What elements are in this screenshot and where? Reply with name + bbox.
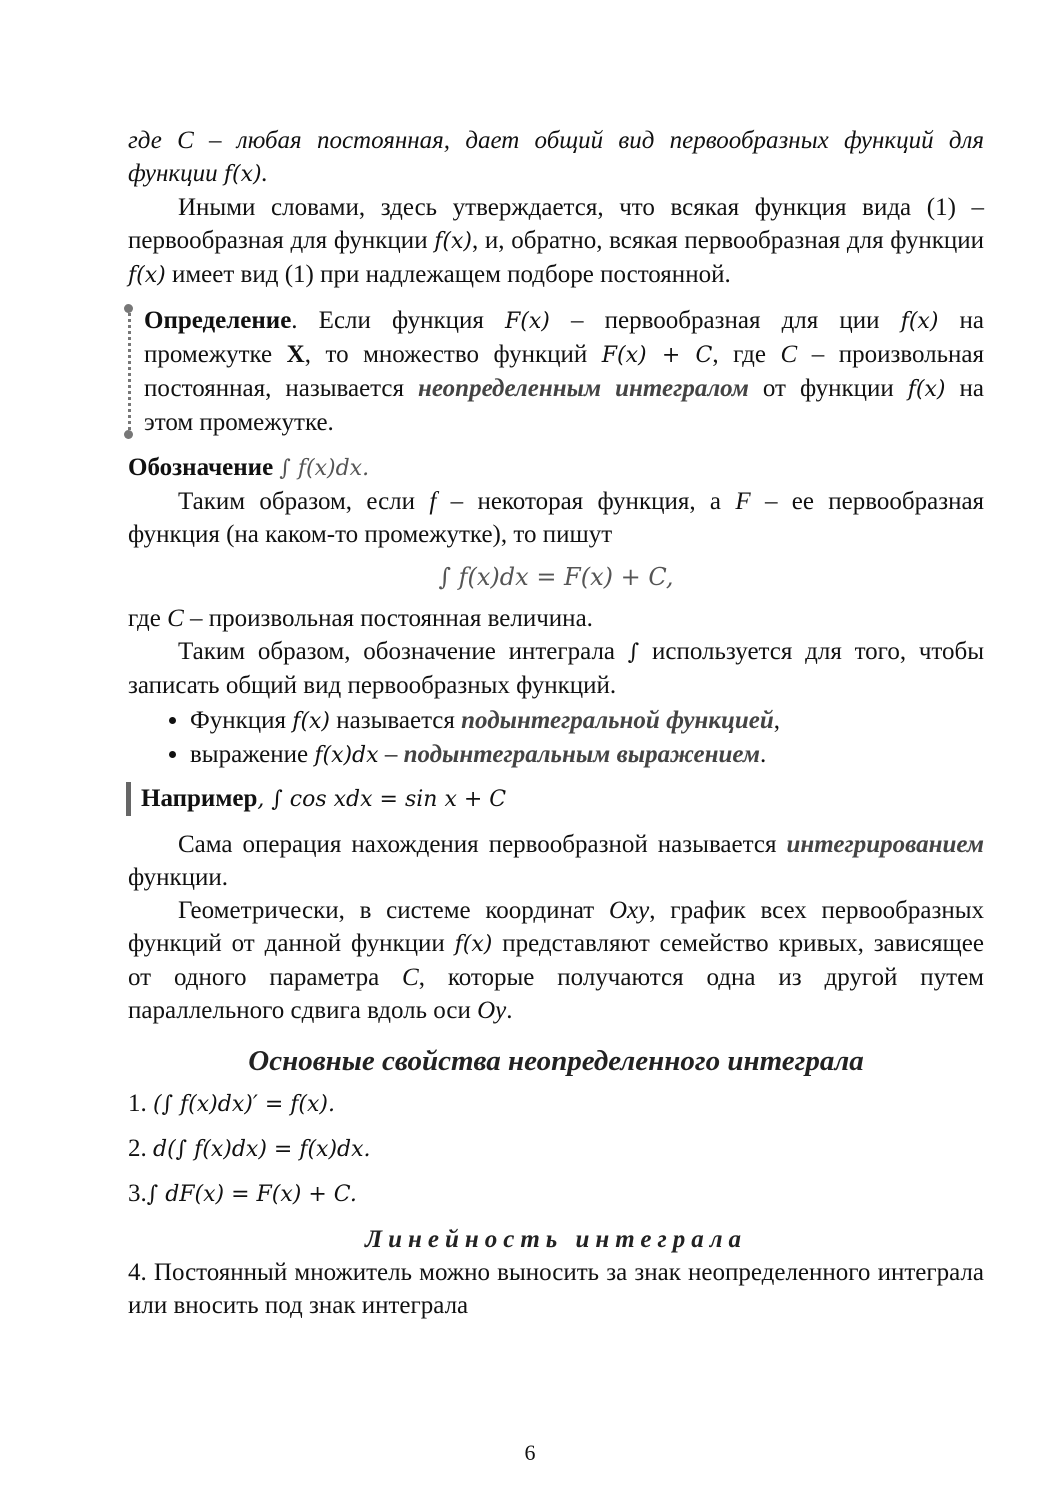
text: – любая постоянная, дает общий вид первообразных функций для функции — [128, 127, 985, 187]
list-item — [190, 704, 984, 738]
example-label: Например — [141, 785, 258, 812]
math-f-x: f(x) — [900, 309, 939, 334]
math-f-x: f(x) — [292, 709, 331, 734]
text: функции. — [128, 864, 228, 891]
text: . Если функция — [291, 307, 484, 334]
text: Таким образом, обозначение интеграла — [178, 638, 616, 665]
math-f-x: f(x) — [223, 162, 262, 187]
term-integration: интегрированием — [786, 831, 985, 858]
text: , график всех первообразных функций от данной функции — [128, 897, 985, 957]
paragraph-constant-factor: 4. Постоянный множитель можно выносить за знак неопределенного интеграла или вносить под знак интеграла — [128, 1259, 984, 1319]
text: C — [167, 605, 184, 632]
list-item — [190, 738, 984, 772]
math-F-x-plus-C: F(x) + C — [601, 343, 713, 368]
math-f-x: f(x) — [907, 377, 946, 402]
text: Функция — [190, 707, 287, 734]
text: C — [402, 964, 419, 991]
text: – произвольная постоянная величина. — [190, 605, 593, 632]
text: 3. — [128, 1180, 147, 1207]
text: C — [177, 127, 194, 154]
paragraph-integration — [128, 828, 984, 894]
property-2 — [128, 1131, 984, 1168]
text: Геометрически, в системе координат — [178, 897, 595, 924]
math-integral-notation: ∫ f(x)dx. — [279, 456, 370, 481]
display-formula — [128, 561, 984, 594]
text: 1. — [128, 1090, 147, 1117]
paragraph-where-c — [128, 602, 984, 635]
term-indefinite-integral: неопределенным интегралом — [418, 375, 749, 402]
text: . — [261, 160, 268, 187]
text: на этом промежутке. — [144, 375, 985, 436]
text: 2. — [128, 1135, 147, 1162]
paragraph-geometric — [128, 894, 984, 1027]
text: , — [773, 707, 781, 734]
notation-label: Обозначение — [128, 454, 274, 481]
text: – ее первообразная функция (на каком-то промежутке), то пишут — [128, 488, 985, 548]
paragraph-other-words — [128, 191, 984, 292]
math-f-x: f(x) — [434, 229, 472, 254]
term-integrand-expression: подынтегральным выражением — [403, 741, 761, 768]
math-property-2: d(∫ f(x)dx) = f(x)dx. — [153, 1137, 371, 1162]
definition-marker-dot — [124, 430, 133, 439]
text: f — [429, 488, 437, 515]
text: , которые получаются одна из другой путем параллельного сдвига вдоль оси — [128, 964, 984, 1024]
text: Сама операция нахождения первообразной называется — [178, 831, 777, 858]
text: имеет вид (1) при надлежащем подборе постоянной. — [171, 261, 731, 288]
subsection-heading-linearity: Линейность интеграла — [364, 1226, 748, 1253]
definition-marker-dot — [124, 304, 133, 313]
text: выражение — [190, 741, 309, 768]
math-f-x-dx: f(x)dx — [314, 743, 379, 768]
paragraph-notation-usage — [128, 635, 984, 702]
text: Oxy — [608, 897, 650, 924]
text: Таким образом, если — [178, 488, 416, 515]
page-number: 6 — [524, 1440, 536, 1465]
interval-X: X — [286, 341, 305, 368]
paragraph-general-form — [128, 124, 984, 191]
text: C — [780, 341, 798, 368]
text: на промежутке — [144, 307, 985, 368]
text: , и, обратно, всякая первообразная для функции — [471, 227, 984, 254]
text: – произвольная постоянная, называется — [144, 341, 985, 402]
math-f-x: f(x) — [128, 263, 166, 288]
definition-marker-line — [128, 308, 131, 435]
text: где — [128, 605, 161, 632]
math-property-1: (∫ f(x)dx)′ = f(x). — [153, 1092, 335, 1117]
page-body — [128, 124, 984, 1322]
term-integrand: подынтегральной функцией — [461, 707, 774, 734]
text: называется — [336, 707, 455, 734]
text: . — [760, 741, 767, 768]
text: – некоторая функция, а — [450, 488, 722, 515]
example-block — [126, 782, 984, 816]
text: используется для того, чтобы записать общий вид первообразных функций. — [128, 638, 985, 699]
text: Иными словами, здесь утверждается, что всякая функция вида (1) – первообразная для функции — [128, 194, 984, 254]
text: , где — [712, 341, 766, 368]
text: . — [506, 997, 513, 1024]
property-1 — [128, 1086, 984, 1123]
integral-sign: ∫ — [627, 640, 640, 665]
notation-line — [128, 451, 984, 485]
property-3 — [128, 1176, 984, 1213]
math-F-x: F(x) — [505, 309, 550, 334]
text: , то множество функций — [304, 341, 588, 368]
math-f-x: f(x) — [454, 932, 493, 957]
bullet-list — [128, 704, 984, 772]
text: Oy — [477, 997, 507, 1024]
text: где — [128, 127, 162, 154]
text: – первообразная для ции — [571, 307, 880, 334]
math-cos-integral: , ∫ cos xdx = sin x + C — [257, 787, 507, 812]
text: F — [735, 488, 751, 515]
section-heading-properties: Основные свойства неопределенного интеграла — [248, 1045, 864, 1077]
definition-label: Определение — [144, 307, 292, 334]
text: – — [384, 741, 398, 768]
math-integral-equation: ∫ f(x)dx = F(x) + C, — [438, 563, 674, 591]
text: представляют семейство кривых, зависящее от одного параметра — [128, 930, 984, 991]
text: от функции — [762, 375, 894, 402]
math-property-3: ∫ dF(x) = F(x) + C. — [146, 1182, 357, 1207]
paragraph-thus — [128, 485, 984, 551]
definition-block — [132, 304, 984, 439]
